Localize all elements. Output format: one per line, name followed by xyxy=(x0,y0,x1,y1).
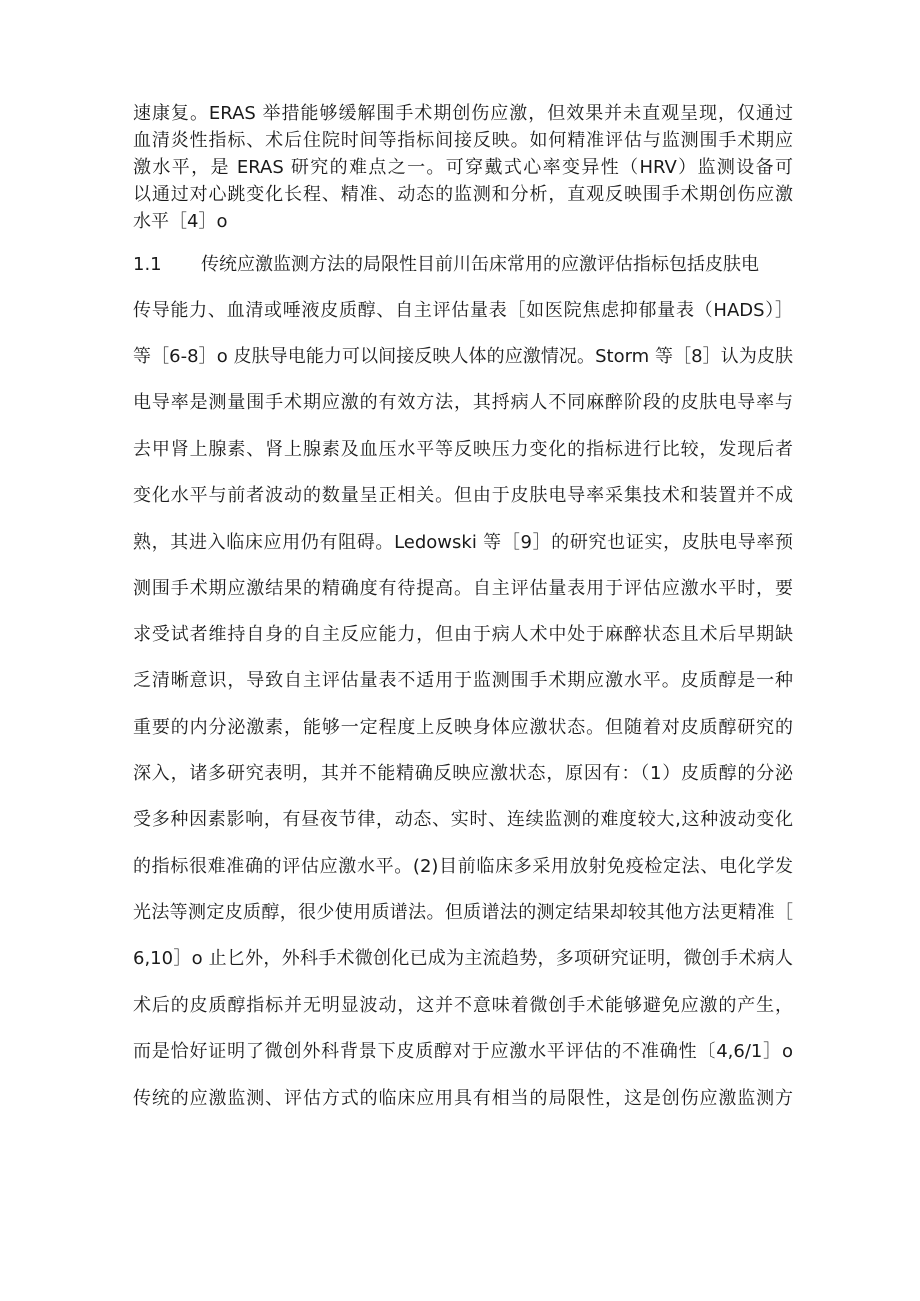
section-line-4: 去甲肾上腺素、肾上腺素及血压水平等反映压力变化的指标进行比较，发现后者 xyxy=(133,439,793,460)
section-line-2: 等［6-8］o 皮肤导电能力可以间接反映人体的应激情况。Storm 等［8］认为皮肤 xyxy=(133,346,793,367)
paragraph-1-line-4: 以通过对心跳变化长程、精准、动态的监测和分析，直观反映围手术期创伤应激 xyxy=(133,184,793,205)
section-line-16: 术后的皮质醇指标并无明显波动，这并不意味着微创手术能够避免应激的产生， xyxy=(133,995,793,1016)
section-first-line-text: 传统应激监测方法的局限性目前川缶床常用的应激评估指标包括皮肤电 xyxy=(201,254,759,275)
paragraph-1-line-2: 血清炎性指标、术后住院时间等指标间接反映。如何精准评估与监测围手术期应 xyxy=(133,130,793,151)
section-line-1: 传导能力、血清或唾液皮质醇、自主评估量表［如医院焦虑抑郁量表（HADS）］ xyxy=(133,300,793,321)
section-line-18: 传统的应激监测、评估方式的临床应用具有相当的局限性，这是创伤应激监测方 xyxy=(133,1088,793,1109)
section-line-5: 变化水平与前者波动的数量呈正相关。但由于皮肤电导率采集技术和装置并不成 xyxy=(133,485,793,506)
section-line-14: 光法等测定皮质醇，很少使用质谱法。但质谱法的测定结果却较其他方法更精准［ xyxy=(133,902,793,923)
section-line-17: 而是恰好证明了微创外科背景下皮质醇对于应激水平评估的不准确性〔4,6/1］o xyxy=(133,1041,793,1062)
paragraph-1-line-5: 水平［4］o xyxy=(133,211,228,232)
section-line-6: 熟，其进入临床应用仍有阻碍。Ledowski 等［9］的研究也证实，皮肤电导率预 xyxy=(133,532,793,553)
section-line-11: 深入，诸多研究表明，其并不能精确反映应激状态，原因有：（1）皮质醇的分泌 xyxy=(133,763,793,784)
section-line-8: 求受试者维持自身的自主反应能力，但由于病人术中处于麻醉状态且术后早期缺 xyxy=(133,624,793,645)
section-line-9: 乏清晰意识，导致自主评估量表不适用于监测围手术期应激水平。皮质醇是一种 xyxy=(133,670,793,691)
section-line-3: 电导率是测量围手术期应激的有效方法，其捋病人不同麻醉阶段的皮肤电导率与 xyxy=(133,392,793,413)
paragraph-1-line-1: 速康复。ERAS 举措能够缓解围手术期创伤应激，但效果并未直观呈现，仅通过 xyxy=(133,103,793,124)
section-line-12: 受多种因素影响，有昼夜节律，动态、实时、连续监测的难度较大,这种波动变化 xyxy=(133,809,793,830)
section-line-13: 的指标很难准确的评估应激水平。(2)目前临床多采用放射免疫检定法、电化学发 xyxy=(133,856,793,877)
section-line-7: 测围手术期应激结果的精确度有待提高。自主评估量表用于评估应激水平时，要 xyxy=(133,578,793,599)
section-line-15: 6,10］o 止匕外，外科手术微创化已成为主流趋势，多项研究证明，微创手术病人 xyxy=(133,948,793,969)
section-1-1-first-line xyxy=(133,253,793,277)
section-line-10: 重要的内分泌激素，能够一定程度上反映身体应激状态。但随着对皮质醇研究的 xyxy=(133,717,793,738)
paragraph-1-line-3: 激水平，是 ERAS 研究的难点之一。可穿戴式心率变异性（HRV）监测设备可 xyxy=(133,157,793,178)
section-number: 1.1 xyxy=(133,254,162,275)
